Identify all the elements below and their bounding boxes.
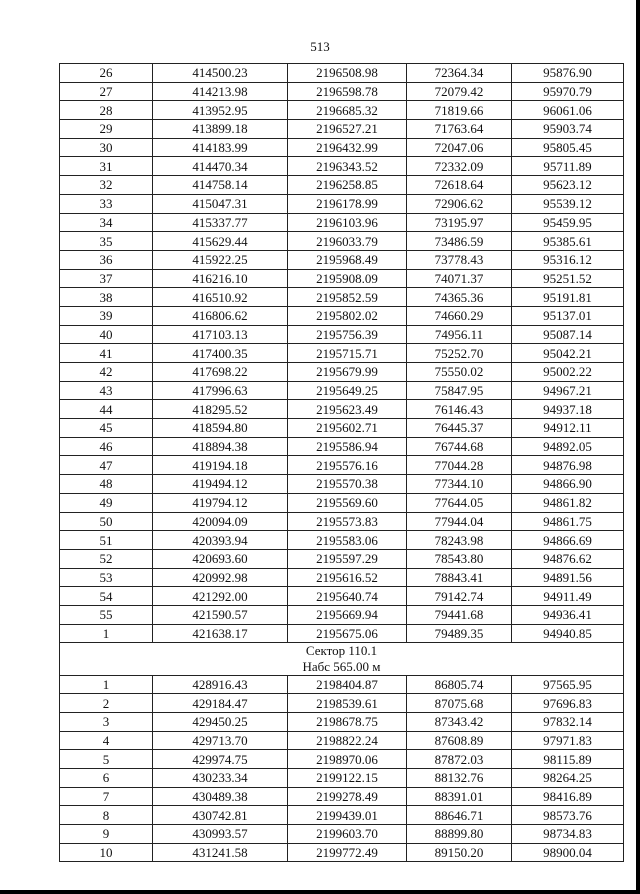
coord-y1-cell: 2199439.01: [288, 806, 407, 825]
coord-x2-cell: 87343.42: [407, 712, 512, 731]
point-number-cell: 52: [60, 549, 153, 568]
sector-header-group: [60, 643, 624, 675]
table-row: [60, 194, 624, 213]
coord-x2-cell: 73486.59: [407, 232, 512, 251]
table-row: [60, 568, 624, 587]
table-row: [60, 750, 624, 769]
coord-x2-cell: 79489.35: [407, 624, 512, 643]
table-row: [60, 288, 624, 307]
table-row: [60, 344, 624, 363]
coord-y1-cell: 2196527.21: [288, 120, 407, 139]
coord-y2-cell: 95711.89: [512, 157, 624, 176]
point-number-cell: 26: [60, 64, 153, 83]
sector-height: Набс 565.00 м: [302, 658, 381, 674]
coord-x1-cell: 420693.60: [153, 549, 288, 568]
table-row: [60, 306, 624, 325]
table-row: [60, 120, 624, 139]
coord-y2-cell: 95623.12: [512, 176, 624, 195]
coord-y1-cell: 2195576.16: [288, 456, 407, 475]
coord-x1-cell: 420992.98: [153, 568, 288, 587]
coord-x2-cell: 88132.76: [407, 768, 512, 787]
coord-y2-cell: 97565.95: [512, 675, 624, 694]
coord-x1-cell: 414758.14: [153, 176, 288, 195]
point-number-cell: 39: [60, 306, 153, 325]
coord-x1-cell: 415047.31: [153, 194, 288, 213]
coord-y2-cell: 95970.79: [512, 82, 624, 101]
coord-y1-cell: 2196033.79: [288, 232, 407, 251]
point-number-cell: 8: [60, 806, 153, 825]
coord-y1-cell: 2198404.87: [288, 675, 407, 694]
table-row: [60, 437, 624, 456]
coord-x1-cell: 418295.52: [153, 400, 288, 419]
point-number-cell: 7: [60, 787, 153, 806]
point-number-cell: 45: [60, 419, 153, 438]
coord-y1-cell: 2195675.06: [288, 624, 407, 643]
coord-y1-cell: 2195715.71: [288, 344, 407, 363]
coord-y2-cell: 95002.22: [512, 363, 624, 382]
coord-y2-cell: 95316.12: [512, 250, 624, 269]
point-number-cell: 50: [60, 512, 153, 531]
coord-y1-cell: 2196432.99: [288, 138, 407, 157]
table-row: [60, 456, 624, 475]
coord-x2-cell: 77344.10: [407, 475, 512, 494]
table-row: [60, 82, 624, 101]
point-number-cell: 40: [60, 325, 153, 344]
coord-x1-cell: 420393.94: [153, 531, 288, 550]
coord-x1-cell: 429974.75: [153, 750, 288, 769]
coord-x2-cell: 71819.66: [407, 101, 512, 120]
coord-x2-cell: 78243.98: [407, 531, 512, 550]
point-number-cell: 31: [60, 157, 153, 176]
coord-x1-cell: 419494.12: [153, 475, 288, 494]
coord-y1-cell: 2195640.74: [288, 587, 407, 606]
point-number-cell: 1: [60, 675, 153, 694]
point-number-cell: 44: [60, 400, 153, 419]
coord-y2-cell: 98734.83: [512, 825, 624, 844]
point-number-cell: 29: [60, 120, 153, 139]
point-number-cell: 3: [60, 712, 153, 731]
coord-x2-cell: 78843.41: [407, 568, 512, 587]
coord-x2-cell: 72618.64: [407, 176, 512, 195]
coord-x1-cell: 418894.38: [153, 437, 288, 456]
point-number-cell: 33: [60, 194, 153, 213]
point-number-cell: 35: [60, 232, 153, 251]
coord-y2-cell: 98416.89: [512, 787, 624, 806]
coord-x2-cell: 72364.34: [407, 64, 512, 83]
coord-x1-cell: 419794.12: [153, 493, 288, 512]
table-row: [60, 712, 624, 731]
coord-y2-cell: 96061.06: [512, 101, 624, 120]
coord-x1-cell: 416510.92: [153, 288, 288, 307]
coord-y2-cell: 95385.61: [512, 232, 624, 251]
coord-y1-cell: 2195756.39: [288, 325, 407, 344]
table-row: [60, 419, 624, 438]
point-number-cell: 10: [60, 843, 153, 862]
coord-x1-cell: 414213.98: [153, 82, 288, 101]
sector-title: Сектор 110.1: [305, 643, 378, 659]
table-row: [60, 250, 624, 269]
coord-x2-cell: 75252.70: [407, 344, 512, 363]
coordinates-table-body-b: [60, 675, 624, 862]
coord-y1-cell: 2195616.52: [288, 568, 407, 587]
coord-y2-cell: 95459.95: [512, 213, 624, 232]
coord-x2-cell: 74660.29: [407, 306, 512, 325]
table-row: [60, 768, 624, 787]
coord-x2-cell: 88899.80: [407, 825, 512, 844]
coord-y2-cell: 94866.90: [512, 475, 624, 494]
coord-x2-cell: 87075.68: [407, 694, 512, 713]
coord-y1-cell: 2198678.75: [288, 712, 407, 731]
table-row: [60, 101, 624, 120]
table-row: [60, 269, 624, 288]
coord-x1-cell: 428916.43: [153, 675, 288, 694]
coord-y1-cell: 2195569.60: [288, 493, 407, 512]
coord-x2-cell: 74071.37: [407, 269, 512, 288]
coord-y2-cell: 94940.85: [512, 624, 624, 643]
coord-y1-cell: 2195802.02: [288, 306, 407, 325]
coord-y1-cell: 2195583.06: [288, 531, 407, 550]
point-number-cell: 2: [60, 694, 153, 713]
coord-y1-cell: 2195586.94: [288, 437, 407, 456]
table-row: [60, 138, 624, 157]
coord-y2-cell: 95251.52: [512, 269, 624, 288]
coord-y1-cell: 2199772.49: [288, 843, 407, 862]
point-number-cell: 43: [60, 381, 153, 400]
coord-x1-cell: 413899.18: [153, 120, 288, 139]
coord-y2-cell: 94891.56: [512, 568, 624, 587]
coord-y2-cell: 94876.98: [512, 456, 624, 475]
point-number-cell: 42: [60, 363, 153, 382]
coord-x1-cell: 417103.13: [153, 325, 288, 344]
coord-x2-cell: 74956.11: [407, 325, 512, 344]
point-number-cell: 48: [60, 475, 153, 494]
coord-x1-cell: 421590.57: [153, 605, 288, 624]
coord-x2-cell: 77944.04: [407, 512, 512, 531]
point-number-cell: 53: [60, 568, 153, 587]
coord-y1-cell: 2196598.78: [288, 82, 407, 101]
coord-y2-cell: 94912.11: [512, 419, 624, 438]
coord-x2-cell: 74365.36: [407, 288, 512, 307]
coord-x2-cell: 71763.64: [407, 120, 512, 139]
table-row: [60, 400, 624, 419]
point-number-cell: 51: [60, 531, 153, 550]
coord-y1-cell: 2198822.24: [288, 731, 407, 750]
point-number-cell: 32: [60, 176, 153, 195]
coord-x2-cell: 79441.68: [407, 605, 512, 624]
point-number-cell: 4: [60, 731, 153, 750]
point-number-cell: 41: [60, 344, 153, 363]
coord-y1-cell: 2195623.49: [288, 400, 407, 419]
table-row: [60, 363, 624, 382]
table-row: [60, 624, 624, 643]
coord-y2-cell: 94876.62: [512, 549, 624, 568]
point-number-cell: 34: [60, 213, 153, 232]
coord-y1-cell: 2199278.49: [288, 787, 407, 806]
coord-x1-cell: 429184.47: [153, 694, 288, 713]
coord-y2-cell: 94866.69: [512, 531, 624, 550]
coord-x2-cell: 72047.06: [407, 138, 512, 157]
coord-x2-cell: 79142.74: [407, 587, 512, 606]
coord-y2-cell: 98115.89: [512, 750, 624, 769]
point-number-cell: 28: [60, 101, 153, 120]
point-number-cell: 54: [60, 587, 153, 606]
coord-x1-cell: 418594.80: [153, 419, 288, 438]
table-row: [60, 381, 624, 400]
table-row: [60, 605, 624, 624]
point-number-cell: 38: [60, 288, 153, 307]
point-number-cell: 5: [60, 750, 153, 769]
coord-x2-cell: 88646.71: [407, 806, 512, 825]
table-row: [60, 512, 624, 531]
coord-x2-cell: 75550.02: [407, 363, 512, 382]
coord-y2-cell: 94967.21: [512, 381, 624, 400]
coord-x2-cell: 87608.89: [407, 731, 512, 750]
coord-x1-cell: 430233.34: [153, 768, 288, 787]
point-number-cell: 37: [60, 269, 153, 288]
table-row: [60, 806, 624, 825]
coord-y1-cell: 2195570.38: [288, 475, 407, 494]
coord-x1-cell: 421638.17: [153, 624, 288, 643]
coord-x1-cell: 417400.35: [153, 344, 288, 363]
coord-y1-cell: 2196258.85: [288, 176, 407, 195]
coord-x2-cell: 75847.95: [407, 381, 512, 400]
coord-y1-cell: 2195649.25: [288, 381, 407, 400]
coord-y2-cell: 94892.05: [512, 437, 624, 456]
coord-x2-cell: 78543.80: [407, 549, 512, 568]
table-row: [60, 475, 624, 494]
point-number-cell: 36: [60, 250, 153, 269]
sector-header-row: [60, 643, 624, 675]
coord-y1-cell: 2198539.61: [288, 694, 407, 713]
coord-x1-cell: 417996.63: [153, 381, 288, 400]
coord-y2-cell: 98264.25: [512, 768, 624, 787]
point-number-cell: 49: [60, 493, 153, 512]
coord-x1-cell: 415629.44: [153, 232, 288, 251]
coord-x1-cell: 416216.10: [153, 269, 288, 288]
coord-y1-cell: 2195597.29: [288, 549, 407, 568]
coord-x2-cell: 72079.42: [407, 82, 512, 101]
coordinates-table: [59, 63, 624, 862]
table-row: [60, 232, 624, 251]
coord-y1-cell: 2196103.96: [288, 213, 407, 232]
coord-x1-cell: 429450.25: [153, 712, 288, 731]
coord-x1-cell: 420094.09: [153, 512, 288, 531]
coord-x1-cell: 413952.95: [153, 101, 288, 120]
coord-x2-cell: 76445.37: [407, 419, 512, 438]
coord-y1-cell: 2196508.98: [288, 64, 407, 83]
coordinates-table-body-a: [60, 64, 624, 643]
table-row: [60, 549, 624, 568]
table-row: [60, 531, 624, 550]
coord-y2-cell: 94861.82: [512, 493, 624, 512]
coord-x2-cell: 76744.68: [407, 437, 512, 456]
coord-x1-cell: 419194.18: [153, 456, 288, 475]
coord-x1-cell: 430489.38: [153, 787, 288, 806]
coord-x2-cell: 77044.28: [407, 456, 512, 475]
table-row: [60, 675, 624, 694]
coord-y2-cell: 97832.14: [512, 712, 624, 731]
coord-y1-cell: 2199122.15: [288, 768, 407, 787]
coord-y1-cell: 2196178.99: [288, 194, 407, 213]
coord-y2-cell: 95191.81: [512, 288, 624, 307]
coord-x1-cell: 430742.81: [153, 806, 288, 825]
coord-x2-cell: 73195.97: [407, 213, 512, 232]
coord-y2-cell: 98900.04: [512, 843, 624, 862]
coord-x2-cell: 87872.03: [407, 750, 512, 769]
coord-y1-cell: 2196685.32: [288, 101, 407, 120]
table-row: [60, 731, 624, 750]
coord-x1-cell: 430993.57: [153, 825, 288, 844]
coord-y2-cell: 95539.12: [512, 194, 624, 213]
coord-x1-cell: 421292.00: [153, 587, 288, 606]
coord-y1-cell: 2195573.83: [288, 512, 407, 531]
coord-x2-cell: 88391.01: [407, 787, 512, 806]
coord-x1-cell: 429713.70: [153, 731, 288, 750]
coord-y1-cell: 2195852.59: [288, 288, 407, 307]
coord-x2-cell: 89150.20: [407, 843, 512, 862]
coord-y1-cell: 2195602.71: [288, 419, 407, 438]
coord-y2-cell: 95903.74: [512, 120, 624, 139]
coord-x1-cell: 431241.58: [153, 843, 288, 862]
coord-y2-cell: 95087.14: [512, 325, 624, 344]
point-number-cell: 47: [60, 456, 153, 475]
coord-y1-cell: 2196343.52: [288, 157, 407, 176]
coord-y2-cell: 94937.18: [512, 400, 624, 419]
coord-y1-cell: 2195968.49: [288, 250, 407, 269]
table-row: [60, 843, 624, 862]
point-number-cell: 46: [60, 437, 153, 456]
sector-header-cell: [60, 643, 624, 675]
point-number-cell: 1: [60, 624, 153, 643]
table-row: [60, 176, 624, 195]
coord-y2-cell: 95042.21: [512, 344, 624, 363]
coord-x2-cell: 77644.05: [407, 493, 512, 512]
coord-x2-cell: 72332.09: [407, 157, 512, 176]
coord-y1-cell: 2199603.70: [288, 825, 407, 844]
coord-x1-cell: 415922.25: [153, 250, 288, 269]
coord-x2-cell: 72906.62: [407, 194, 512, 213]
table-row: [60, 64, 624, 83]
coord-y2-cell: 94936.41: [512, 605, 624, 624]
coord-x2-cell: 73778.43: [407, 250, 512, 269]
table-row: [60, 325, 624, 344]
table-row: [60, 787, 624, 806]
coord-y2-cell: 95805.45: [512, 138, 624, 157]
coord-y2-cell: 97971.83: [512, 731, 624, 750]
coord-x1-cell: 414183.99: [153, 138, 288, 157]
coord-y2-cell: 94911.49: [512, 587, 624, 606]
coord-y2-cell: 98573.76: [512, 806, 624, 825]
table-row: [60, 213, 624, 232]
point-number-cell: 30: [60, 138, 153, 157]
point-number-cell: 6: [60, 768, 153, 787]
point-number-cell: 55: [60, 605, 153, 624]
point-number-cell: 9: [60, 825, 153, 844]
coord-y2-cell: 94861.75: [512, 512, 624, 531]
coord-x2-cell: 86805.74: [407, 675, 512, 694]
table-row: [60, 157, 624, 176]
coord-y1-cell: 2195679.99: [288, 363, 407, 382]
coord-y1-cell: 2195908.09: [288, 269, 407, 288]
coord-x1-cell: 414470.34: [153, 157, 288, 176]
table-row: [60, 493, 624, 512]
coord-y1-cell: 2195669.94: [288, 605, 407, 624]
table-row: [60, 694, 624, 713]
coord-y2-cell: 97696.83: [512, 694, 624, 713]
coord-y2-cell: 95876.90: [512, 64, 624, 83]
page-number: 513: [310, 39, 330, 54]
table-row: [60, 587, 624, 606]
coord-y2-cell: 95137.01: [512, 306, 624, 325]
coord-x1-cell: 414500.23: [153, 64, 288, 83]
point-number-cell: 27: [60, 82, 153, 101]
coord-x2-cell: 76146.43: [407, 400, 512, 419]
table-row: [60, 825, 624, 844]
coord-x1-cell: 416806.62: [153, 306, 288, 325]
coord-x1-cell: 415337.77: [153, 213, 288, 232]
coord-y1-cell: 2198970.06: [288, 750, 407, 769]
coord-x1-cell: 417698.22: [153, 363, 288, 382]
